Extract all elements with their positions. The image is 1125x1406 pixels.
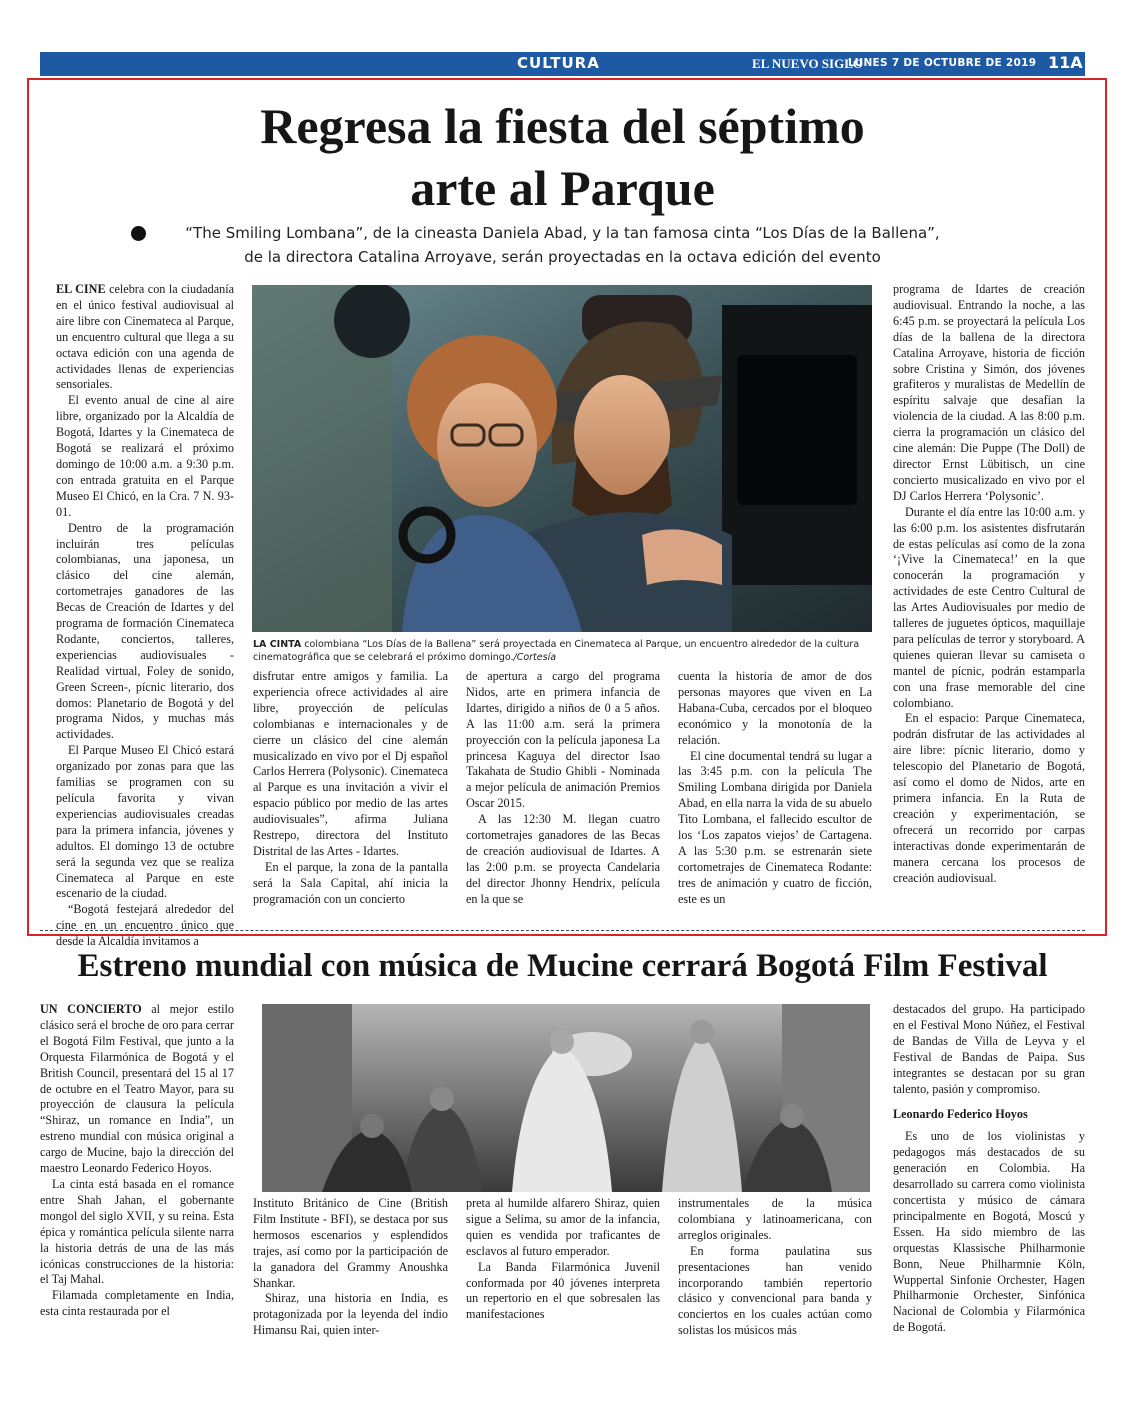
- paragraph: El cine documental tendrá su lugar a las 3:45 p.m. con la película The Smiling Lombana dirigida por Daniela Abad, en ella narra la vida de su abuelo Tito Lombana, el fallecido escultor de los ‘Los zapatos viejos’ de Cartagena. A las 5:30 p.m. se estrenarán siete cortometrajes de Cinemateca Rodante: tres de animación y cuatro de ficción, este es un: [678, 748, 872, 906]
- article-headline: Regresa la fiesta del séptimo: [260, 98, 865, 154]
- paragraph: disfrutar entre amigos y familia. La experiencia ofrece actividades al aire libre, proyección de películas colombianas e internacionales y de cierre un clásico del cine alemán musicalizado en vivo por el Dj español Carlos Herrera (Polysonic). Cinemateca al Parque es una invitación a vivir el espacio público por medio de las artes audiovisuales”, afirma Juliana Restrepo, directora del Instituto Distrital de las Artes - Idartes.: [253, 669, 448, 858]
- paragraph: El Parque Museo El Chicó estará organizado por zonas para que las familias se programen con su película favorita y vivan experiencias audiovisuales creadas para la primera infancia, jóvenes y adultos. El domingo 13 de octubre será la segunda vez que se realiza Cinemateca al Parque en este escenario de la ciudad.: [56, 743, 234, 901]
- lead-in: EL CINE: [56, 282, 106, 296]
- film-crew-photo: [252, 285, 872, 632]
- paragraph: “Bogotá festejará alrededor del cine en un encuentro único que desde la Alcaldía invitamos a: [56, 902, 234, 949]
- article2-column-2: [253, 1196, 448, 1339]
- paragraph: Es uno de los violinistas y pedagogos más destacados de su generación en Colombia. Ha desarrollado su carrera como violinista concertista y músico de cámara principalmente en Bogotá, Moscú y Essen. Ha sido miembro de las orquestas Klassische Philharmonie Bonn, Neue Philharmnie Köln, Wuppertal Sinfonie Orchester, Hagen Philharmonie Orchester, Sinfónica Nacional de Colombia y Filarmónica de Bogotá.: [893, 1129, 1085, 1335]
- article-column-1: [56, 282, 234, 950]
- paragraph: de apertura a cargo del programa Nidos, arte en primera infancia de Idartes, dirigido a niños de 0 a 5 años. A las 11:00 a.m. será la primera proyección con la película japonesa La princesa Kaguya del director Isao Takahata de Studio Ghibli - Nominada a mejor película de animación Premios Oscar 2015.: [466, 669, 660, 811]
- article-headline-line2: arte al Parque: [410, 160, 715, 216]
- paragraph: Filamada completamente en India, esta cinta restaurada por el: [40, 1288, 234, 1319]
- article-subhead: “The Smiling Lombana”, de la cineasta Daniela Abad, y la tan famosa cinta “Los Días de la Ballena”,: [185, 224, 940, 242]
- paragraph: La Banda Filarmónica Juvenil conformada por 40 jóvenes interpreta un repertorio en el que sobresalen las manifestaciones: [466, 1259, 660, 1322]
- article-divider: [40, 930, 1085, 931]
- newspaper-name: EL NUEVO SIGLO: [752, 56, 863, 71]
- article-column-5: [893, 282, 1085, 886]
- article-column-2: [253, 669, 448, 908]
- section-subhead: Leonardo Federico Hoyos: [893, 1107, 1028, 1122]
- paragraph: La cinta está basada en el romance entre Shah Jahan, el gobernante mongol del siglo XVII, y su reina. Esta épica y romántica película silente narra la historia detrás de una de las más icónicas construcciones de la historia: el Taj Mahal.: [40, 1176, 234, 1287]
- caption-text: colombiana “Los Días de la Ballena” será proyectada en Cinemateca al Parque, un encuentro alrededor de la cultura cinematográfica que se celebrará el próximo domingo.: [253, 639, 860, 663]
- section-name: CULTURA: [517, 54, 600, 72]
- article-column-4: [678, 669, 872, 908]
- paragraph: instrumentales de la música colombiana y latinoamericana, con arreglos originales.: [678, 1196, 872, 1242]
- paragraph: Instituto Británico de Cine (British Film Institute - BFI), se destaca por sus hermosos escenarios y esplendidos trajes, así como por la participación de la ganadora del Grammy Anoushka Shankar.: [253, 1196, 448, 1290]
- article2-headline: Estreno mundial con música de Mucine cerrará Bogotá Film Festival: [77, 948, 1048, 984]
- paragraph: En forma paulatina sus presentaciones han venido incorporando también repertorio clásico y convencional para banda y conciertos en los cuales actúan como solistas los músicos más: [678, 1243, 872, 1338]
- caption-lead: LA CINTA: [253, 639, 302, 650]
- article2-column-1: [40, 1002, 234, 1320]
- paragraph: destacados del grupo. Ha participado en el Festival Mono Núñez, el Festival de Bandas de Villa de Leyva y el Festival de Bandas de Paipa. Sus integrantes se destacan por su gran talento, pasión y compromiso.: [893, 1002, 1085, 1096]
- paragraph: preta al humilde alfarero Shiraz, quien sigue a Selima, su amor de la infancia, quien es vendida por traficantes de esclavos al futuro emperador.: [466, 1196, 660, 1258]
- photo-caption: [253, 638, 873, 664]
- paragraph: En el espacio: Parque Cinemateca, podrán disfrutar de las actividades al aire libre: pícnic literario, domo y telescopio del Planetario de Bogotá, así como el domo de Nidos, arte en primera infancia. En la Ruta de creación y experimentación, se ofrecerá un recorrido por carpas interactivas donde experimentarán de manera cercana los procesos de creación audiovisual.: [893, 711, 1085, 885]
- article2-column-5: [893, 1002, 1085, 1336]
- photo-credit: /Cortesía: [513, 652, 557, 663]
- article2-column-3: [466, 1196, 660, 1323]
- paragraph: El evento anual de cine al aire libre, organizado por la Alcaldía de Bogotá, Idartes y la Cinemateca de Bogotá se realizará el próximo domingo de 10:00 a.m. a 9:30 p.m. con entrada gratuita en el Parque Museo El Chicó, en la Cra. 7 N. 93-01.: [56, 393, 234, 519]
- paragraph: celebra con la ciudadanía en el único festival audiovisual al aire libre con Cinemateca al Parque, un encuentro cultural que llega a su octava edición con una agenda de actividades llenas de experiencias sensoriales.: [56, 282, 234, 392]
- page-number: 11A: [1048, 53, 1083, 72]
- issue-date: LUNES 7 DE OCTUBRE DE 2019: [848, 57, 1037, 69]
- paragraph: Dentro de la programación incluirán tres películas colombianas, una japonesa, un clásico del cine alemán, cortometrajes ganadores de las Becas de Creación de Idartes y del programa de formación Cinemateca Rodante, conciertos, talleres, experiencias audiovisuales -Realidad virtual, Foley de sonido, Green Screen-, pícnic literario, dos domos: Planetario de Bogotá y del programa Nidos, y muchas más actividades.: [56, 520, 234, 742]
- paragraph: Durante el día entre las 10:00 a.m. y las 6:00 p.m. los asistentes disfrutarán de estas películas así como de la zona ‘¡Vive la Cinemateca!’ en la que conocerán la programación y actividades de este Centro Cultural de las Artes Audiovisuales por medio de talleres de juguetes ópticos, maquillaje para películas de terror y storyboard. A quienes quieran llevar su camiseta o mantel de pícnic, podrán estamparla con una frase memorable del cine colombiano.: [893, 504, 1085, 710]
- paragraph: Shiraz, una historia en India, es protagonizada por la leyenda del indio Himansu Rai, quien inter-: [253, 1291, 448, 1338]
- paragraph: al mejor estilo clásico será el broche de oro para cerrar el Bogotá Film Festival, que junto a la Orquesta Filarmónica de Bogotá y el British Council, presentará del 15 al 17 de octubre en el Teatro Mayor, para su proyección de clausura la película “Shiraz, un romance en India”, un estreno mundial con música original a cargo de Mucine, bajo la dirección del maestro Leonardo Federico Hoyos.: [40, 1002, 234, 1176]
- paragraph: En el parque, la zona de la pantalla será la Sala Capital, ahí inicia la programación con un concierto: [253, 859, 448, 906]
- lead-in: UN CONCIERTO: [40, 1002, 142, 1016]
- shiraz-film-still-photo: [262, 1004, 870, 1192]
- article-subhead-line2: de la directora Catalina Arroyave, serán proyectadas en la octava edición del evento: [244, 248, 881, 266]
- article-column-3: [466, 669, 660, 908]
- paragraph: programa de Idartes de creación audiovisual. Entrando la noche, a las 6:45 p.m. se proyectará la película Los días de la ballena de la directora Catalina Arroyave, historia de ficción sobre Cristina y Simón, dos jóvenes grafiteros y muralistas de Medellín de espíritu salvaje que desafían la violencia de la ciudad. A las 8:00 p.m. cierra la programación un clásico del cine alemán: Die Puppe (The Doll) de director Ernst Lübitisch, un cine concierto musicalizado en vivo por el DJ Carlos Herrera ‘Polysonic’.: [893, 282, 1085, 503]
- article2-column-4: [678, 1196, 872, 1339]
- paragraph: A las 12:30 M. llegan cuatro cortometrajes ganadores de las Becas de creación audiovisual de Idartes. A las 2:00 p.m. se proyecta Candelaria del director Jhonny Hendrix, película en la que se: [466, 812, 660, 906]
- paragraph: cuenta la historia de amor de dos personas mayores que viven en La Habana-Cuba, cercados por el bloqueo económico y la monotonía de la relación.: [678, 669, 872, 747]
